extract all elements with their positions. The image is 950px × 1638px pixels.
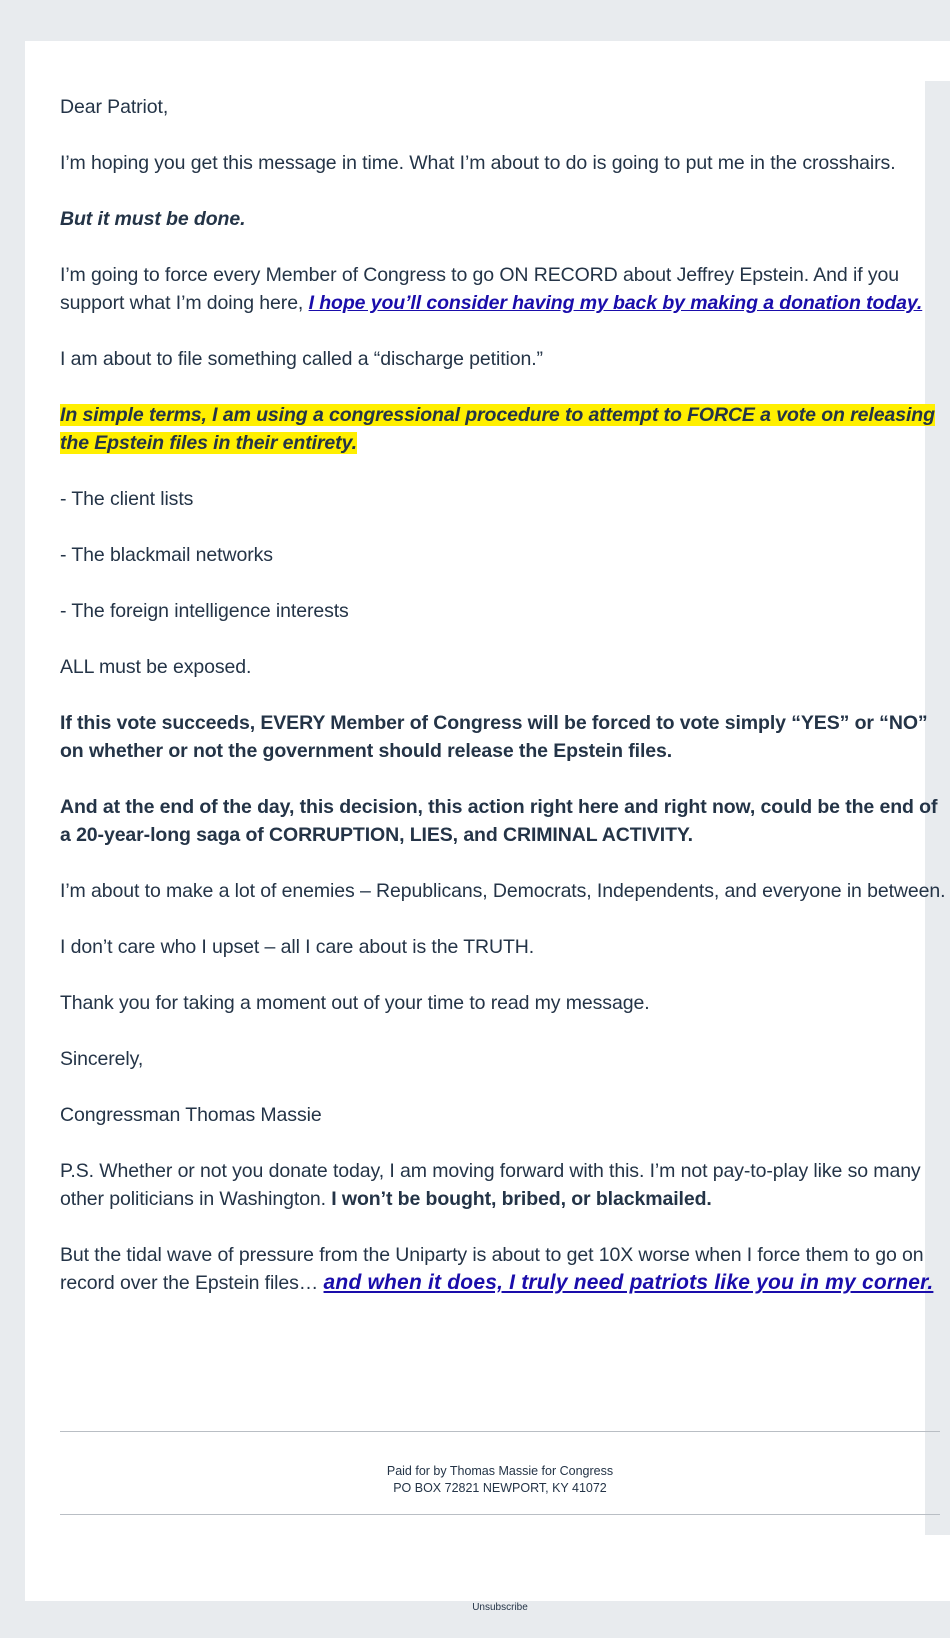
saga-paragraph: And at the end of the day, this decision, this action right here and right now, could be the end of a 20-year-long saga of CORRUPTION, LIES, and CRIMINAL ACTIVITY. <box>60 796 938 846</box>
list-item: - The blackmail networks <box>60 544 273 566</box>
record-paragraph-text: I’m going to force every Member of Congress to go ON RECORD about Jeffrey Epstein. And if you support what I’m doing here, <box>60 264 899 314</box>
exposed-paragraph: ALL must be exposed. <box>60 656 252 678</box>
unsubscribe-link[interactable]: Unsubscribe <box>472 1602 528 1613</box>
list-item: - The client lists <box>60 488 194 510</box>
signoff: Sincerely, <box>60 1048 144 1070</box>
donate-link-secondary[interactable]: and when it does, I truly need patriots like you in my corner. <box>323 1271 934 1294</box>
final-paragraph <box>60 1241 950 1297</box>
donate-link-primary[interactable]: I hope you’ll consider having my back by making a donation today. <box>308 292 923 314</box>
thanks-paragraph: Thank you for taking a moment out of your time to read my message. <box>60 992 650 1014</box>
footer-divider-top <box>60 1431 940 1432</box>
highlight-paragraph <box>60 401 950 457</box>
petition-paragraph: I am about to file something called a “discharge petition.” <box>60 348 543 370</box>
ps-text: P.S. Whether or not you donate today, I am moving forward with this. I’m not pay-to-play like so many other politicians in Washington. <box>60 1160 921 1210</box>
mailing-address: PO BOX 72821 NEWPORT, KY 41072 <box>393 1481 607 1495</box>
card-side-strip-top <box>924 41 950 81</box>
email-card <box>25 41 946 1613</box>
email-body <box>60 93 950 1325</box>
greeting: Dear Patriot, <box>60 96 169 118</box>
footer-divider-bottom <box>60 1514 940 1515</box>
vote-paragraph: If this vote succeeds, EVERY Member of Congress will be forced to vote simply “YES” or “NO” on whether or not the government should release the Epstein files. <box>60 712 928 762</box>
highlighted-text: In simple terms, I am using a congressional procedure to attempt to FORCE a vote on releasing the Epstein files in their entirety. <box>60 404 935 454</box>
truth-paragraph: I don’t care who I upset – all I care about is the TRUTH. <box>60 936 535 958</box>
enemies-paragraph: I’m about to make a lot of enemies – Republicans, Democrats, Independents, and everyone in between. <box>60 880 946 902</box>
card-side-strip-bottom <box>924 1535 950 1601</box>
final-text: But the tidal wave of pressure from the Uniparty is about to get 10X worse when I force them to go on record over the Epstein files… <box>60 1244 924 1294</box>
ps-bold-text: I won’t be bought, bribed, or blackmailed. <box>331 1188 712 1210</box>
signature: Congressman Thomas Massie <box>60 1104 322 1126</box>
record-paragraph <box>60 261 950 317</box>
ps-paragraph <box>60 1157 950 1213</box>
paid-for-disclaimer: Paid for by Thomas Massie for Congress <box>386 1464 614 1478</box>
emphasis-paragraph: But it must be done. <box>60 208 246 230</box>
intro-paragraph: I’m hoping you get this message in time. What I’m about to do is going to put me in the crosshairs. <box>60 152 896 174</box>
list-item: - The foreign intelligence interests <box>60 600 349 622</box>
